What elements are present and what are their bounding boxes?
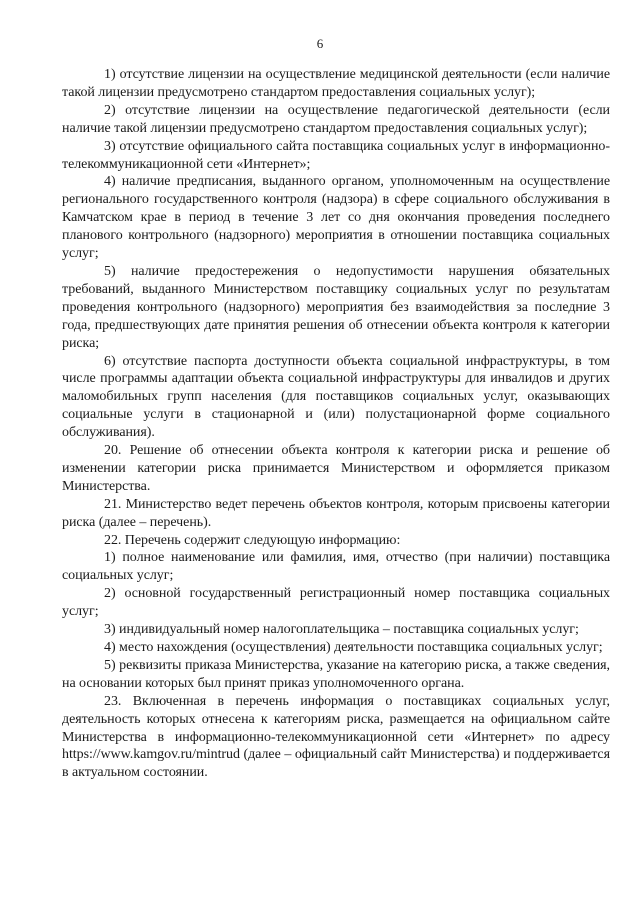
paragraph-clause-23: 23. Включенная в перечень информация о поставщиках социальных услуг, деятельность которых отнесена к категориям риска, размещается на официальном сайте Министерства в информационно-телекоммуникационной сети «Интернет» по адресу https://www.kamgov.ru/mintrud (далее – официальный сайт Министерства) и поддерживается в актуальном состоянии. <box>62 693 610 781</box>
paragraph-list-item-2-ogrn: 2) основной государственный регистрационный номер поставщика социальных услуг; <box>62 586 610 620</box>
paragraph-item-5-warning: 5) наличие предостережения о недопустимости нарушения обязательных требований, выданного Министерством поставщику социальных услуг по результатам проведения контрольного (надзорного) мероприятия без взаимодействия за последние 3 года, предшествующих дате принятия решения об отнесении объекта контроля к категории риска; <box>62 263 610 351</box>
paragraph-clause-21: 21. Министерство ведет перечень объектов контроля, которым присвоены категории риска (далее – перечень). <box>62 496 610 530</box>
paragraph-list-item-4-location: 4) место нахождения (осуществления) деятельности поставщика социальных услуг; <box>104 640 603 655</box>
paragraph-item-3-official-site: 3) отсутствие официального сайта поставщика социальных услуг в информационно-телекоммуникационной сети «Интернет»; <box>62 138 610 172</box>
document-body <box>62 66 610 782</box>
paragraph-list-item-5-order-details: 5) реквизиты приказа Министерства, указание на категорию риска, а также сведения, на основании которых был принят приказ уполномоченного органа. <box>62 657 610 691</box>
paragraph-item-6-accessibility-passport: 6) отсутствие паспорта доступности объекта социальной инфраструктуры, в том числе программы адаптации объекта социальной инфраструктуры для инвалидов и других маломобильных групп населения (для поставщиков социальных услуг, оказывающих социальные услуги в стационарной и (или) полустационарной форме социального обслуживания). <box>62 353 610 441</box>
paragraph-item-1-medical-license: 1) отсутствие лицензии на осуществление медицинской деятельности (если наличие такой лицензии предусмотрено стандартом предоставления социальных услуг); <box>62 67 610 100</box>
paragraph-list-item-1-name: 1) полное наименование или фамилия, имя, отчество (при наличии) поставщика социальных услуг; <box>62 550 610 584</box>
paragraph-list-item-3-inn: 3) индивидуальный номер налогоплательщика – поставщика социальных услуг; <box>104 622 579 638</box>
paragraph-clause-22: 22. Перечень содержит следующую информацию: <box>104 532 401 548</box>
paragraph-item-2-pedagogical-license: 2) отсутствие лицензии на осуществление педагогической деятельности (если наличие такой лицензии предусмотрено стандартом предоставления социальных услуг); <box>62 102 610 136</box>
page-number: 6 <box>316 36 324 51</box>
paragraph-item-4-order: 4) наличие предписания, выданного органом, уполномоченным на осуществление регионального государственного контроля (надзора) в сфере социального обслуживания в Камчатском крае в период в течение 3 лет со дня окончания проведения последнего планового контрольного (надзорного) мероприятия в отношении поставщика социальных услуг; <box>62 174 610 262</box>
paragraph-clause-20: 20. Решение об отнесении объекта контроля к категории риска и решение об изменении категории риска принимается Министерством и оформляется приказом Министерства. <box>62 443 610 494</box>
